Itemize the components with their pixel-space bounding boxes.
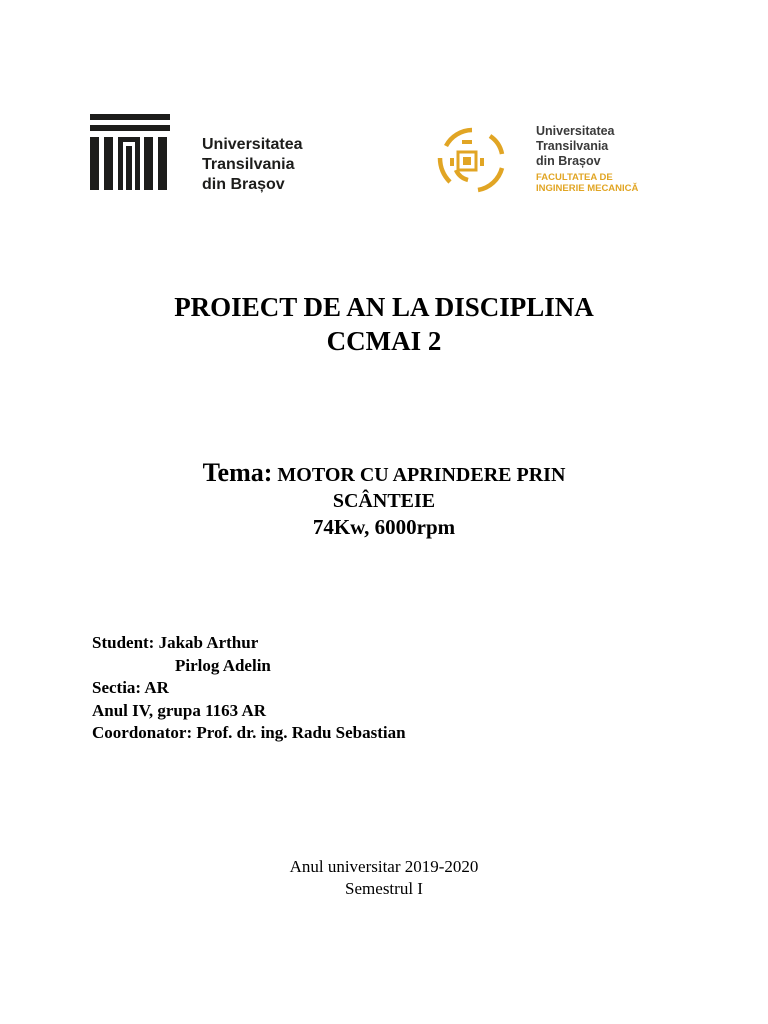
student-info — [92, 632, 406, 745]
theme-specs: 74Kw, 6000rpm — [312, 515, 456, 539]
theme-line-1: MOTOR CU APRINDERE PRIN — [277, 464, 566, 486]
university-logo — [90, 114, 330, 194]
coordinator: Coordonator: Prof. dr. ing. Radu Sebastian — [92, 723, 406, 742]
faculty-university-name: Universitatea Transilvania din Brașov — [536, 124, 615, 168]
section: Sectia: AR — [92, 678, 169, 697]
student-1: Student: Jakab Arthur — [92, 633, 259, 652]
faculty-logo — [432, 124, 652, 196]
academic-year: Anul universitar 2019-2020 — [289, 857, 479, 876]
faculty-emblem-icon — [432, 124, 520, 196]
university-name: Universitatea Transilvania din Brașov — [202, 136, 303, 193]
academic-year-footer — [0, 856, 768, 900]
faculty-name: FACULTATEA DE INGINERIE MECANICĂ — [536, 172, 639, 194]
year-group: Anul IV, grupa 1163 AR — [92, 700, 266, 720]
student-2: Pirlog Adelin — [175, 655, 271, 675]
theme-label: Tema: — [202, 458, 273, 487]
theme-line-2: SCÂNTEIE — [332, 490, 436, 512]
university-emblem-icon — [90, 114, 172, 192]
semester: Semestrul I — [345, 879, 423, 898]
project-theme — [0, 460, 768, 540]
project-title: PROIECT DE AN LA DISCIPLINA CCMAI 2 — [174, 292, 594, 356]
